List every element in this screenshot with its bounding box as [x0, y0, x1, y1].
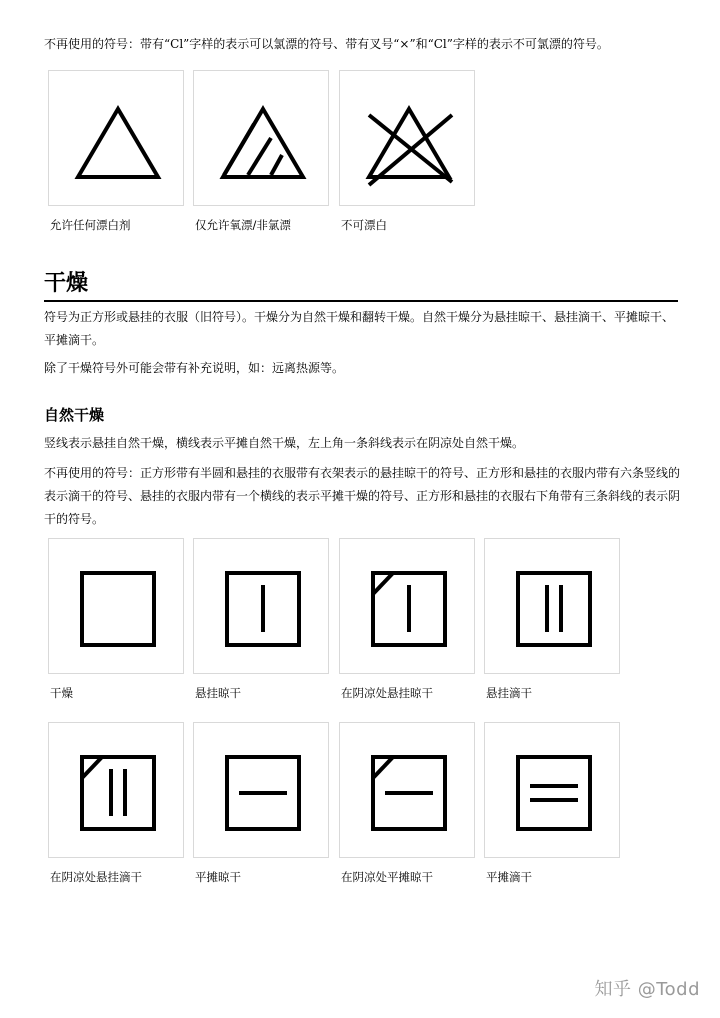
- drying-caption: 在阴凉处平摊晾干: [341, 870, 433, 884]
- drying-heading: 干燥: [44, 268, 678, 302]
- drying-symbol-box: [484, 538, 620, 674]
- square-icon: [49, 539, 185, 675]
- natural-drying-legacy-note: 不再使用的符号：正方形带有半圆和悬挂的衣服带有衣架表示的悬挂晾干的符号、正方形和悬挂的衣服内带有六条竖线的表示滴干的符号、悬挂的衣服内带有一个横线的表示平摊干燥的符号、正方形和悬挂的衣服右下角带有三条斜线的表示阴干的符号。: [44, 466, 681, 526]
- bleach-legacy-note: 不再使用的符号：带有“Cl”字样的表示可以氯漂的符号、带有叉号“×”和“Cl”字样的表示不可氯漂的符号。: [44, 37, 609, 51]
- triangle-icon: [49, 71, 185, 207]
- drying-caption: 平摊滴干: [486, 870, 532, 884]
- line-dry-icon: [194, 539, 330, 675]
- drying-intro: 符号为正方形或悬挂的衣服（旧符号）。干燥分为自然干燥和翻转干燥。自然干燥分为悬挂晾干、悬挂滴干、平摊晾干、平摊滴干。: [44, 310, 675, 347]
- bleach-caption: 允许任何漂白剂: [50, 218, 131, 232]
- line-dry-shade-icon: [340, 539, 476, 675]
- drying-symbol-box: [339, 722, 475, 858]
- bleach-caption: 不可漂白: [341, 218, 387, 232]
- drying-caption: 悬挂晾干: [195, 686, 241, 700]
- drying-symbol-box: [193, 722, 329, 858]
- triangle-hatched-icon: [194, 71, 330, 207]
- drying-symbol-box: [48, 722, 184, 858]
- drying-symbol-box: [48, 538, 184, 674]
- natural-drying-desc: 竖线表示悬挂自然干燥，横线表示平摊自然干燥，左上角一条斜线表示在阴凉处自然干燥。: [44, 436, 525, 450]
- watermark: 知乎 @Todd: [594, 979, 700, 1000]
- drying-caption: 平摊晾干: [195, 870, 241, 884]
- drying-caption: 悬挂滴干: [486, 686, 532, 700]
- bleach-symbol-box: [339, 70, 475, 206]
- drying-caption: 在阴凉处悬挂晾干: [341, 686, 433, 700]
- triangle-crossed-icon: [340, 71, 476, 207]
- drying-symbol-box: [339, 538, 475, 674]
- drying-caption: 干燥: [50, 686, 73, 700]
- bleach-caption: 仅允许氧漂/非氯漂: [195, 218, 291, 232]
- natural-drying-heading: 自然干燥: [44, 406, 105, 424]
- drying-symbol-box: [193, 538, 329, 674]
- drying-symbol-box: [484, 722, 620, 858]
- drip-dry-flat-icon: [485, 723, 621, 859]
- drip-dry-icon: [485, 539, 621, 675]
- drying-caption: 在阴凉处悬挂滴干: [50, 870, 142, 884]
- dry-flat-icon: [194, 723, 330, 859]
- dry-flat-shade-icon: [340, 723, 476, 859]
- drying-note: 除了干燥符号外可能会带有补充说明，如：远离热源等。: [44, 361, 345, 375]
- drip-dry-shade-icon: [49, 723, 185, 859]
- bleach-symbol-box: [193, 70, 329, 206]
- bleach-symbol-box: [48, 70, 184, 206]
